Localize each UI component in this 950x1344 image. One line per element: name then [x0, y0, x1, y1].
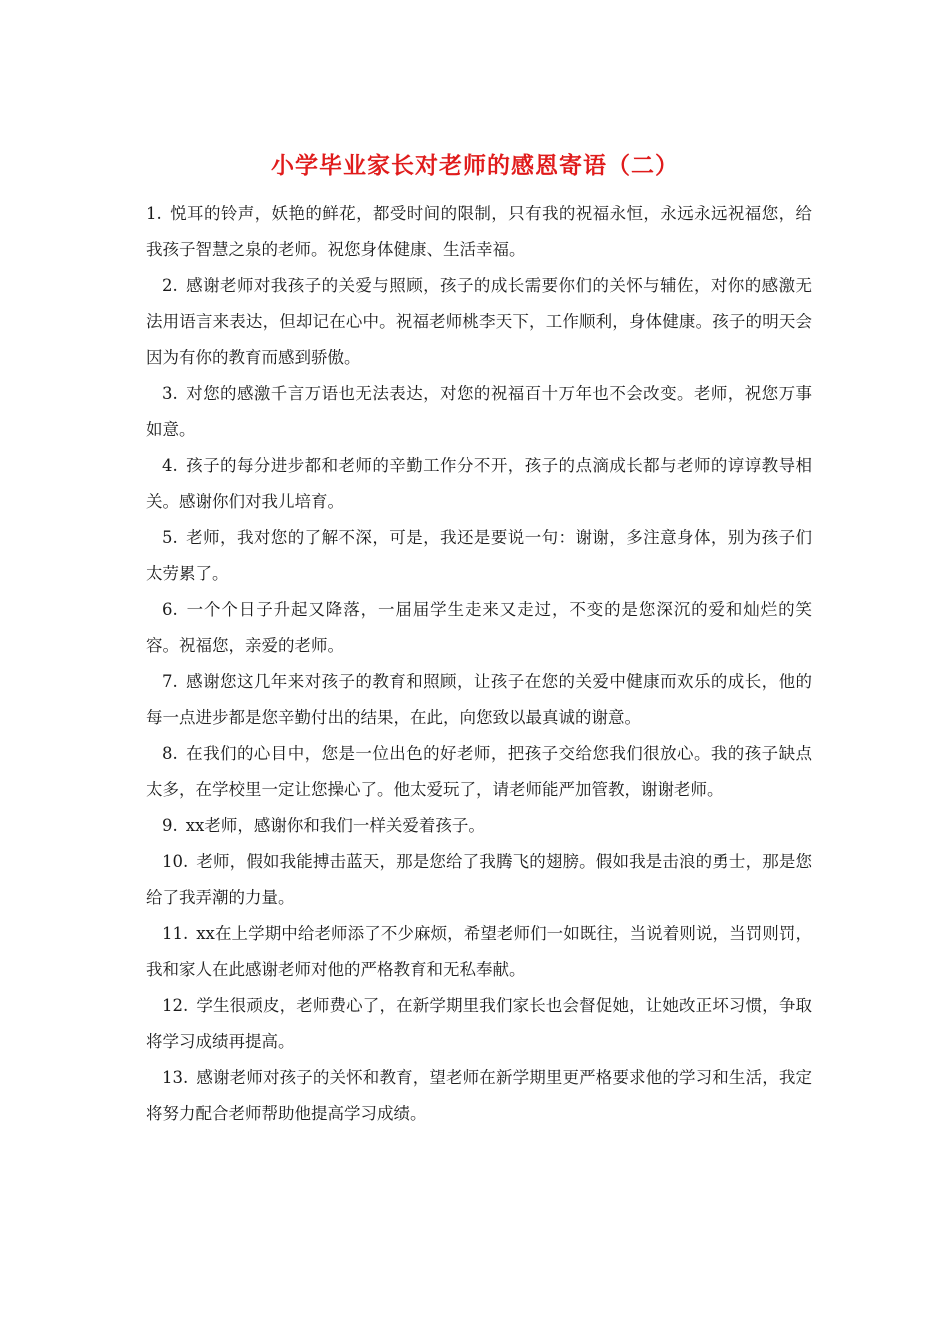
item-text: 一个个日子升起又降落，一届届学生走来又走过，不变的是您深沉的爱和灿烂的笑容。祝福您，亲爱的老师。: [146, 600, 812, 655]
item-number: 13.: [162, 1068, 189, 1087]
page-title: 小学毕业家长对老师的感恩寄语（二）: [271, 152, 679, 179]
list-item: [146, 520, 812, 592]
item-number: 4.: [162, 456, 178, 475]
item-number: 10.: [162, 852, 189, 871]
item-text: 感谢老师对我孩子的关爱与照顾，孩子的成长需要你们的关怀与辅佐，对你的感激无法用语言来表达，但却记在心中。祝福老师桃李天下，工作顺利，身体健康。孩子的明天会因为有你的教育而感到骄傲。: [146, 276, 812, 367]
item-number: 2.: [162, 276, 178, 295]
item-text: xx在上学期中给老师添了不少麻烦，希望老师们一如既往，当说着则说，当罚则罚，我和家人在此感谢老师对他的严格教育和无私奉献。: [146, 924, 812, 979]
item-number: 7.: [162, 672, 178, 691]
item-text: 学生很顽皮，老师费心了，在新学期里我们家长也会督促她，让她改正坏习惯，争取将学习成绩再提高。: [146, 996, 812, 1051]
list-item: [146, 196, 812, 268]
item-number: 5.: [162, 528, 178, 547]
item-text: xx老师，感谢你和我们一样关爱着孩子。: [185, 816, 485, 835]
list-item: [146, 736, 812, 808]
item-text: 孩子的每分进步都和老师的辛勤工作分不开，孩子的点滴成长都与老师的谆谆教导相关。感谢你们对我儿培育。: [146, 456, 812, 511]
list-item: [146, 268, 812, 376]
item-number: 1.: [146, 204, 162, 223]
list-item: [146, 376, 812, 448]
document-body: [146, 196, 812, 1132]
item-text: 对您的感激千言万语也无法表达，对您的祝福百十万年也不会改变。老师，祝您万事如意。: [146, 384, 812, 439]
list-item: [146, 592, 812, 664]
list-item: [146, 664, 812, 736]
item-text: 老师，我对您的了解不深，可是，我还是要说一句：谢谢，多注意身体，别为孩子们太劳累了。: [146, 528, 812, 583]
list-item: [146, 808, 812, 844]
item-number: 11.: [162, 924, 189, 943]
item-text: 感谢您这几年来对孩子的教育和照顾，让孩子在您的关爱中健康而欢乐的成长，他的每一点进步都是您辛勤付出的结果，在此，向您致以最真诚的谢意。: [146, 672, 812, 727]
item-number: 9.: [162, 816, 178, 835]
item-text: 在我们的心目中，您是一位出色的好老师，把孩子交给您我们很放心。我的孩子缺点太多，在学校里一定让您操心了。他太爱玩了，请老师能严加管教，谢谢老师。: [146, 744, 812, 799]
list-item: [146, 1060, 812, 1132]
item-text: 感谢老师对孩子的关怀和教育，望老师在新学期里更严格要求他的学习和生活，我定将努力配合老师帮助他提高学习成绩。: [146, 1068, 812, 1123]
item-number: 3.: [162, 384, 178, 403]
list-item: [146, 916, 812, 988]
list-item: [146, 988, 812, 1060]
item-number: 8.: [162, 744, 178, 763]
item-number: 12.: [162, 996, 189, 1015]
list-item: [146, 448, 812, 520]
list-item: [146, 844, 812, 916]
item-text: 悦耳的铃声，妖艳的鲜花，都受时间的限制，只有我的祝福永恒，永远永远祝福您，给我孩子智慧之泉的老师。祝您身体健康、生活幸福。: [146, 204, 812, 259]
item-number: 6.: [162, 600, 178, 619]
item-text: 老师，假如我能搏击蓝天，那是您给了我腾飞的翅膀。假如我是击浪的勇士，那是您给了我弄潮的力量。: [146, 852, 812, 907]
